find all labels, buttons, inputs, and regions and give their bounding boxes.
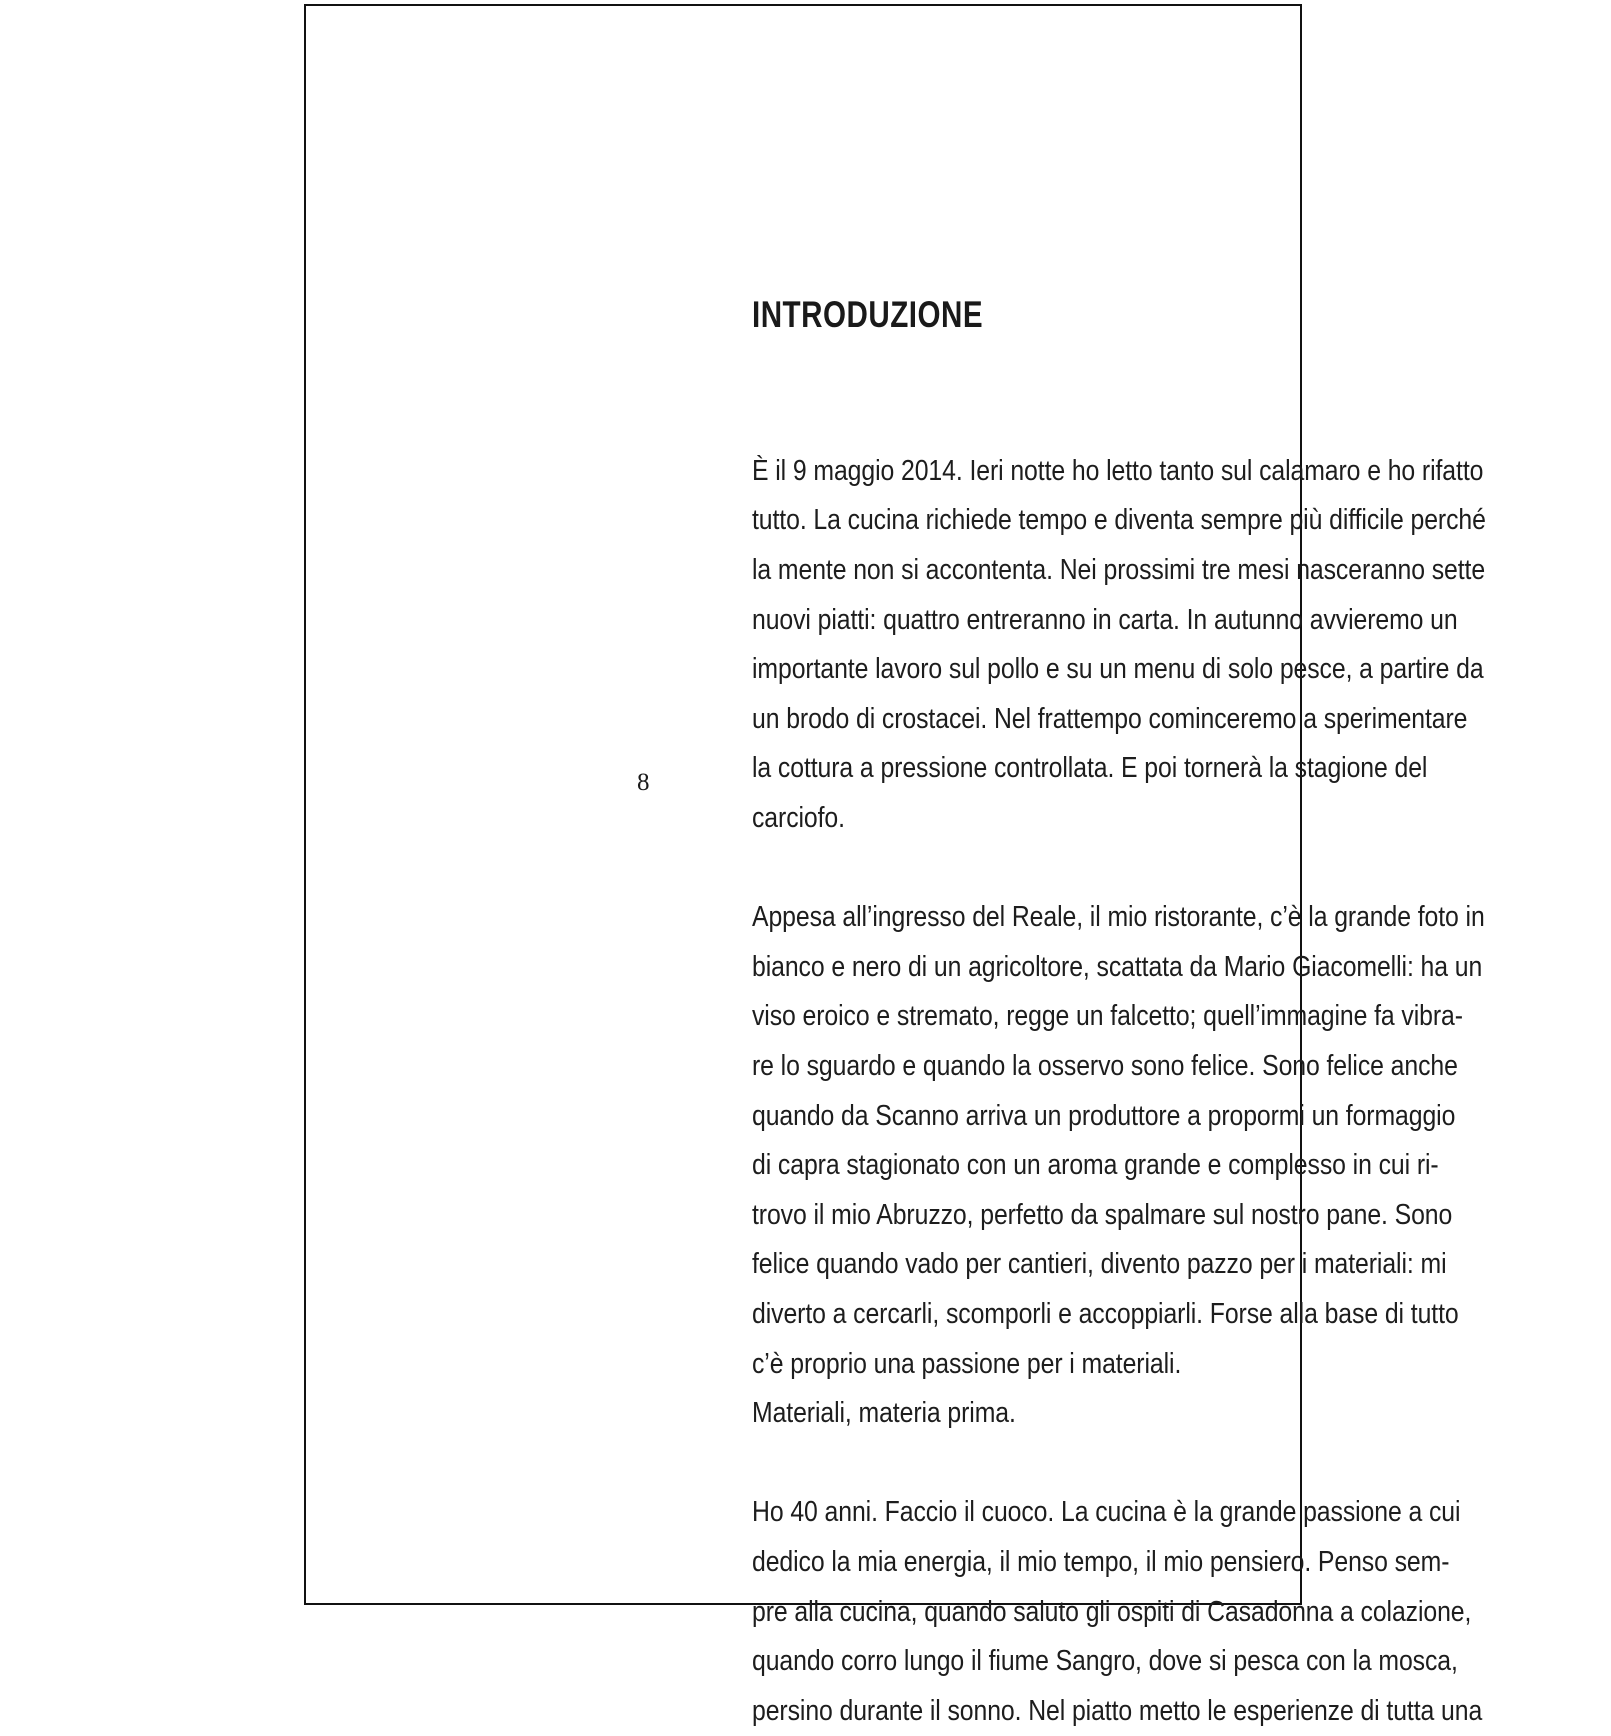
text-line: quando da Scanno arriva un produttore a propormi un formaggio — [752, 1099, 1456, 1132]
text-line: felice quando vado per cantieri, divento pazzo per i materiali: mi — [752, 1248, 1447, 1281]
text-line: nuovi piatti: quattro entreranno in carta. In autunno avvieremo un — [752, 603, 1458, 636]
text-line: la mente non si accontenta. Nei prossimi tre mesi nasceranno sette — [752, 554, 1486, 587]
text-line: quando corro lungo il fiume Sangro, dove si pesca con la mosca, — [752, 1645, 1458, 1678]
text-line: Ho 40 anni. Faccio il cuoco. La cucina è la grande passione a cui — [752, 1496, 1461, 1529]
text-line: persino durante il sonno. Nel piatto metto le esperienze di tutta una — [752, 1694, 1483, 1727]
text-line: Appesa all’ingresso del Reale, il mio ristorante, c’è la grande foto in — [752, 901, 1485, 934]
paragraph-3 — [752, 1488, 1483, 1736]
text-line: trovo il mio Abruzzo, perfetto da spalmare sul nostro pane. Sono — [752, 1198, 1453, 1231]
text-line: c’è proprio una passione per i materiali. — [752, 1347, 1182, 1380]
text-line: re lo sguardo e quando la osservo sono felice. Sono felice anche — [752, 1049, 1458, 1082]
text-line: bianco e nero di un agricoltore, scattata da Mario Giacomelli: ha un — [752, 950, 1483, 983]
text-line: viso eroico e stremato, regge un falcetto; quell’immagine fa vibra- — [752, 1000, 1463, 1033]
text-line: È il 9 maggio 2014. Ieri notte ho letto tanto sul calamaro e ho rifatto — [752, 454, 1484, 487]
text-line: dedico la mia energia, il mio tempo, il mio pensiero. Penso sem- — [752, 1545, 1450, 1578]
paragraph-2 — [752, 893, 1485, 1439]
book-page-sheet — [304, 4, 1486, 1727]
text-line: diverto a cercarli, scomporli e accoppiarli. Forse alla base di tutto — [752, 1297, 1459, 1330]
text-line: la cottura a pressione controllata. E poi tornerà la stagione del — [752, 752, 1428, 785]
text-line: carciofo. — [752, 802, 845, 834]
page-title: INTRODUZIONE — [752, 294, 984, 335]
text-line: di capra stagionato con un aroma grande e complesso in cui ri- — [752, 1149, 1439, 1182]
text-line: pre alla cucina, quando saluto gli ospiti di Casadonna a colazione, — [752, 1595, 1472, 1628]
page-number: 8 — [637, 769, 650, 796]
body-text — [752, 447, 1486, 1736]
text-line: un brodo di crostacei. Nel frattempo cominceremo a sperimentare — [752, 702, 1468, 735]
text-line: importante lavoro sul pollo e su un menu di solo pesce, a partire da — [752, 653, 1484, 686]
text-column — [752, 294, 1486, 1736]
text-line: Materiali, materia prima. — [752, 1397, 1016, 1430]
text-line: tutto. La cucina richiede tempo e diventa sempre più difficile perché — [752, 504, 1486, 537]
paragraph-1 — [752, 447, 1486, 844]
